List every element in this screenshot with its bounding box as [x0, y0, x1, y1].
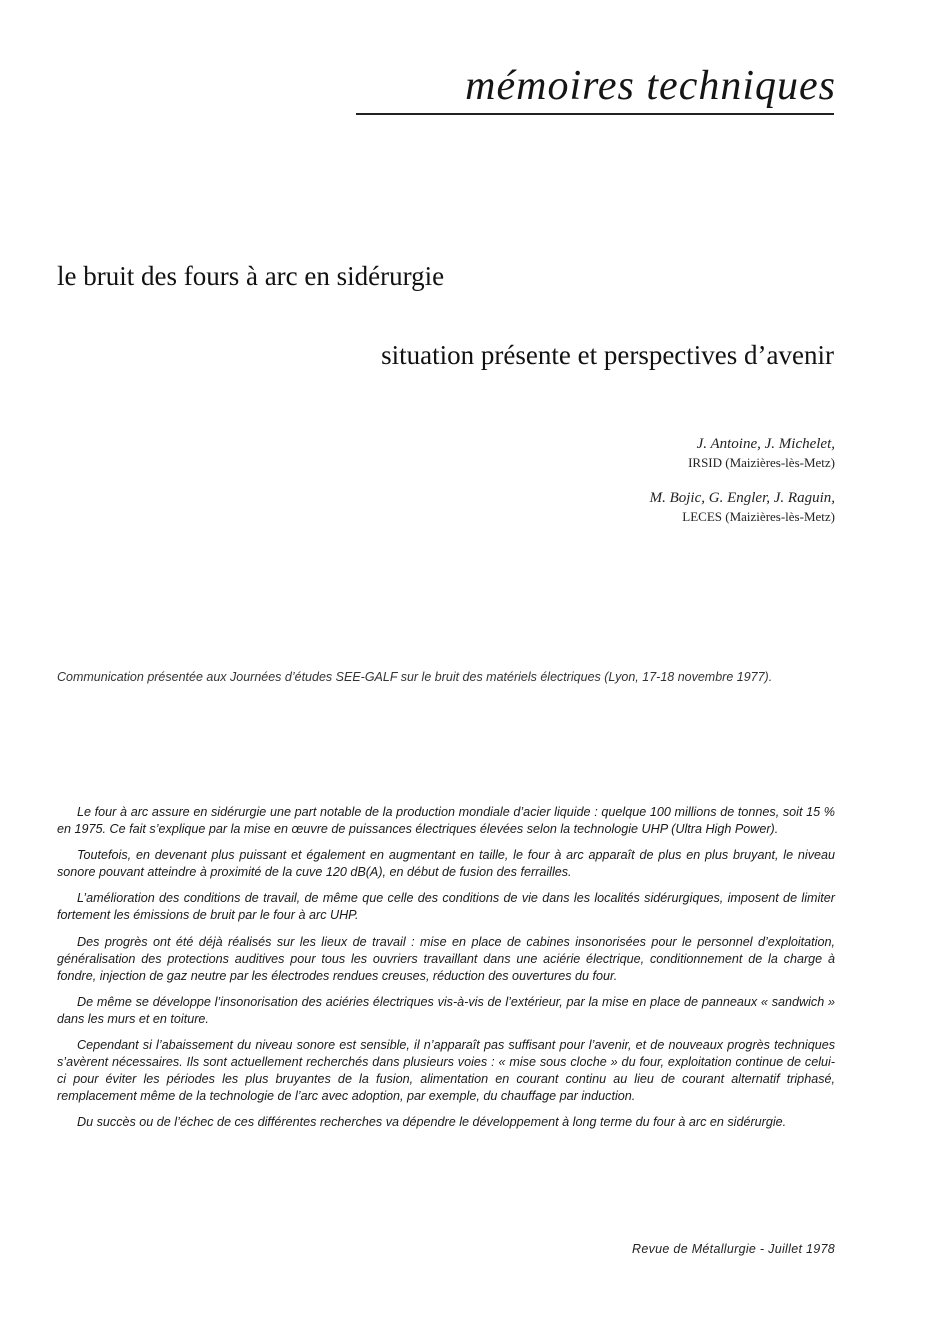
- author-block: [650, 488, 835, 526]
- body-paragraph: Des progrès ont été déjà réalisés sur les lieux de travail : mise en place de cabines insonorisées pour le personnel d’exploitation, généralisation des protections auditives pour tous les ouvriers travaillant dans une aciérie électrique, conditionnement de la charge à fondre, injection de gaz neutre par les électrodes rendues creuses, réduction des ouvertures du four.: [57, 934, 835, 983]
- section-header: [360, 62, 836, 110]
- communication-note: Communication présentée aux Journées d’études SEE-GALF sur le bruit des matériels électriques (Lyon, 17-18 novembre 1977).: [57, 670, 773, 684]
- section-title: mémoires techniques: [465, 63, 836, 109]
- author-block: [688, 434, 835, 472]
- body-paragraph: Cependant si l’abaissement du niveau sonore est sensible, il n’apparaît pas suffisant pour l’avenir, et de nouveaux progrès techniques s’avèrent nécessaires. Ils sont actuellement recherchés dans plusieurs voies : « mise sous cloche » du four, exploitation continue de celui-ci pour éviter les périodes les plus bruyantes de la fusion, alimentation en courant continu au lieu de courant alternatif triphasé, remplacement même de la technologie de l’arc avec adoption, par exemple, du chauffage par induction.: [57, 1038, 835, 1104]
- author-names: J. Antoine, J. Michelet,: [696, 436, 835, 452]
- section-rule: [356, 113, 834, 115]
- article-title-line-2: situation présente et perspectives d’avenir: [381, 340, 834, 370]
- author-affiliation: LECES (Maizières-lès-Metz): [682, 509, 835, 524]
- body-paragraph: De même se développe l’insonorisation des aciéries électriques vis-à-vis de l’extérieur, par la mise en place de panneaux « sandwich » dans les murs et en toiture.: [57, 994, 835, 1026]
- article-body: [57, 804, 835, 1141]
- body-paragraph: Toutefois, en devenant plus puissant et également en augmentant en taille, le four à arc apparaît de plus en plus bruyant, le niveau sonore pouvant atteindre à proximité de la cuve 120 dB(A), en début de fusion des ferrailles.: [57, 848, 835, 880]
- page-footer: Revue de Métallurgie - Juillet 1978: [632, 1242, 835, 1256]
- article-title-line-1: le bruit des fours à arc en sidérurgie: [57, 261, 445, 291]
- author-affiliation: IRSID (Maizières-lès-Metz): [688, 455, 835, 470]
- body-paragraph: L’amélioration des conditions de travail, de même que celle des conditions de vie dans les localités sidérurgiques, imposent de limiter fortement les émissions de bruit par le four à arc UHP.: [57, 891, 835, 923]
- author-names: M. Bojic, G. Engler, J. Raguin,: [649, 490, 835, 506]
- body-paragraph: Le four à arc assure en sidérurgie une part notable de la production mondiale d’acier liquide : quelque 100 millions de tonnes, soit 15 % en 1975. Ce fait s’explique par la mise en œuvre de puissances électriques élevées selon la technologie UHP (Ultra High Power).: [57, 805, 835, 837]
- body-paragraph: Du succès ou de l’échec de ces différentes recherches va dépendre le développement à long terme du four à arc en sidérurgie.: [77, 1115, 787, 1130]
